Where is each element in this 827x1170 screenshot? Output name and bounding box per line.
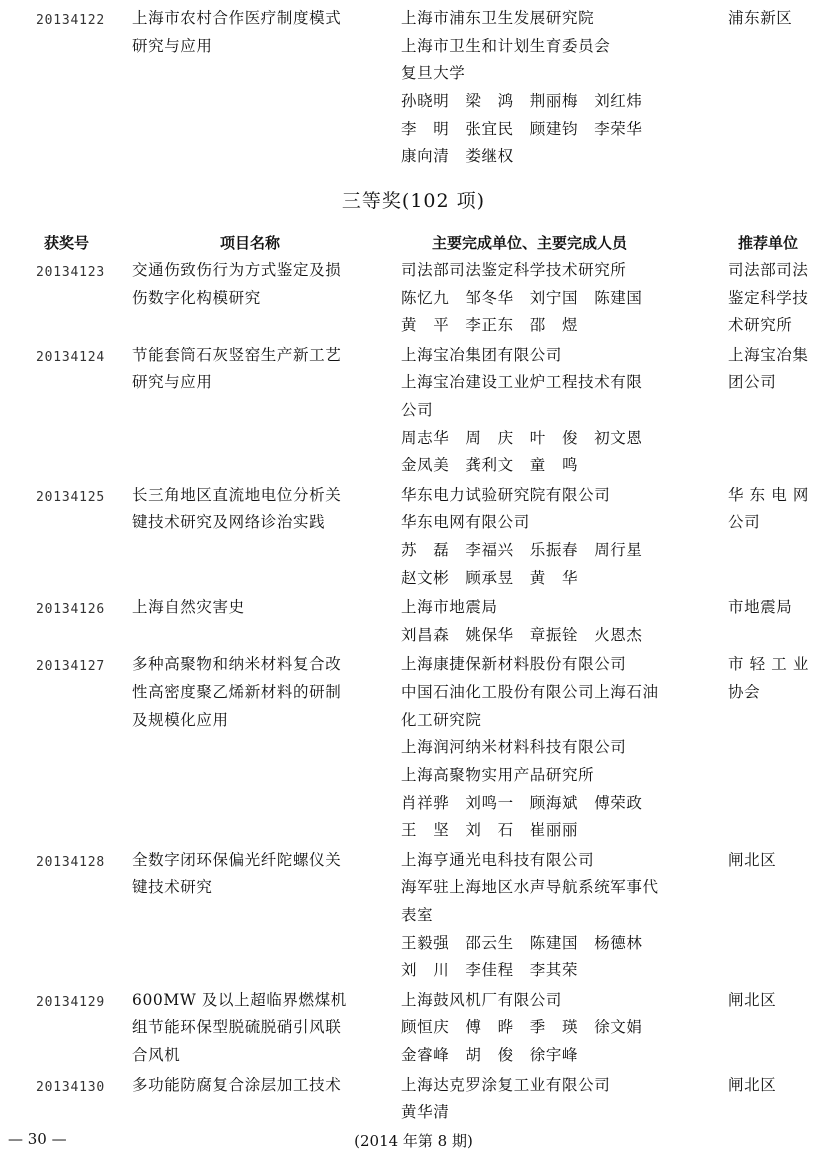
unit-line: 陈忆九 邹冬华 刘宁国 陈建国 (401, 288, 643, 307)
unit-line: 上海高聚物实用产品研究所 (401, 765, 595, 784)
project-name-line: 多种高聚物和纳米材料复合改 (132, 655, 342, 674)
project-name-cell (132, 847, 384, 902)
recommender-line: 司法部司法 (728, 261, 809, 279)
header-award-id: 获奖号 (44, 234, 90, 252)
unit-line: 上海康捷保新材料股份有限公司 (401, 655, 627, 674)
project-name-line: 组节能环保型脱硫脱硝引风联 (132, 1018, 342, 1037)
header-units: 主要完成单位、主要完成人员 (432, 234, 628, 252)
award-id: 20134128 (36, 854, 106, 870)
recommender-line: 华 东 电 网 (728, 485, 809, 504)
award-id-cell (36, 987, 128, 1017)
recommender-line: 上海宝冶集 (728, 345, 809, 364)
project-name-line: 合风机 (132, 1046, 181, 1065)
project-name-line: 节能套筒石灰竖窑生产新工艺 (132, 345, 342, 364)
unit-line: 上海市地震局 (401, 598, 498, 617)
recommender-line: 闸北区 (728, 1075, 777, 1094)
award-id-cell (36, 594, 128, 624)
project-name-cell (132, 482, 384, 537)
recommender-cell (728, 1072, 824, 1100)
issue-label: (2014 年第 8 期) (354, 1132, 473, 1150)
units-cell (401, 482, 711, 593)
units-cell (401, 651, 711, 845)
unit-line: 表室 (401, 906, 434, 925)
unit-line: 公司 (401, 401, 434, 420)
project-name-cell (132, 5, 384, 60)
unit-line: 金凤美 龚利文 童 鸣 (401, 456, 579, 475)
recommender-cell (728, 5, 824, 33)
award-id: 20134127 (36, 659, 106, 675)
unit-line: 上海市卫生和计划生育委员会 (401, 36, 611, 55)
recommender-cell (728, 482, 824, 537)
unit-line: 苏 磊 李福兴 乐振春 周行星 (401, 541, 643, 560)
page-number: — 30 — (8, 1130, 67, 1148)
unit-line: 上海宝冶建设工业炉工程技术有限 (401, 373, 643, 392)
award-id-cell (36, 257, 128, 287)
project-name-line: 上海市农村合作医疗制度模式 (132, 9, 342, 27)
project-name-cell (132, 651, 384, 734)
project-name-line: 性高密度聚乙烯新材料的研制 (132, 682, 342, 701)
recommender-line: 协会 (728, 682, 761, 701)
project-name-cell (132, 987, 384, 1070)
project-name-line: 上海自然灾害史 (132, 598, 245, 617)
recommender-cell (728, 651, 824, 706)
unit-line: 上海润河纳米材料科技有限公司 (401, 738, 627, 757)
award-id: 20134130 (36, 1079, 106, 1095)
units-cell (401, 257, 711, 340)
units-cell (401, 1072, 711, 1127)
award-id-cell (36, 482, 128, 512)
project-name-line: 键技术研究及网络诊治实践 (132, 513, 326, 532)
project-name-cell (132, 594, 384, 622)
header-recommender: 推荐单位 (738, 234, 799, 252)
recommender-line: 闸北区 (728, 850, 777, 869)
unit-line: 赵文彬 顾承昱 黄 华 (401, 568, 579, 587)
recommender-line: 公司 (728, 513, 761, 532)
unit-line: 康向清 娄继权 (401, 147, 514, 166)
project-name-line: 键技术研究 (132, 878, 213, 897)
project-name-line: 研究与应用 (132, 373, 213, 392)
unit-line: 上海鼓风机厂有限公司 (401, 990, 563, 1009)
unit-line: 复旦大学 (401, 64, 466, 83)
award-id: 20134125 (36, 489, 106, 505)
project-name-cell (132, 257, 384, 312)
units-cell (401, 987, 711, 1070)
unit-line: 上海达克罗涂复工业有限公司 (401, 1075, 611, 1094)
project-name-cell (132, 342, 384, 397)
project-name-line: 多功能防腐复合涂层加工技术 (132, 1075, 342, 1094)
recommender-cell (728, 987, 824, 1015)
units-cell (401, 5, 711, 171)
award-id: 20134122 (36, 13, 106, 28)
recommender-line: 市地震局 (728, 598, 793, 617)
unit-line: 华东电网有限公司 (401, 513, 530, 532)
unit-line: 刘昌森 姚保华 章振铨 火恩杰 (401, 625, 643, 644)
unit-line: 周志华 周 庆 叶 俊 初文恩 (401, 428, 643, 447)
unit-line: 王毅强 邵云生 陈建国 杨德林 (401, 933, 643, 952)
recommender-line: 鉴定科学技 (728, 288, 809, 307)
units-cell (401, 594, 711, 649)
unit-line: 华东电力试验研究院有限公司 (401, 485, 611, 504)
recommender-cell (728, 257, 824, 340)
award-id-cell (36, 342, 128, 372)
unit-line: 李 明 张宜民 顾建钧 李荣华 (401, 119, 643, 138)
unit-line: 金睿峰 胡 俊 徐宇峰 (401, 1046, 579, 1065)
recommender-line: 团公司 (728, 373, 777, 392)
unit-line: 黄华清 (401, 1103, 450, 1122)
unit-line: 黄 平 李正东 邵 煜 (401, 316, 579, 335)
award-id-cell (36, 847, 128, 877)
unit-line: 王 坚 刘 石 崔丽丽 (401, 821, 579, 840)
award-id: 20134123 (36, 265, 106, 280)
unit-line: 肖祥骅 刘鸣一 顾海斌 傅荣政 (401, 793, 643, 812)
unit-line: 顾恒庆 傅 晔 季 瑛 徐文娟 (401, 1018, 643, 1037)
unit-line: 海军驻上海地区水声导航系统军事代 (401, 878, 659, 897)
recommender-line: 闸北区 (728, 990, 777, 1009)
unit-line: 上海亨通光电科技有限公司 (401, 850, 595, 869)
header-project-name: 项目名称 (220, 234, 281, 252)
units-cell (401, 342, 711, 480)
project-name-line: 交通伤致伤行为方式鉴定及损 (132, 261, 342, 279)
unit-line: 上海宝冶集团有限公司 (401, 345, 563, 364)
unit-line: 化工研究院 (401, 710, 482, 729)
units-cell (401, 847, 711, 985)
recommender-cell (728, 342, 824, 397)
recommender-line: 浦东新区 (728, 9, 793, 27)
recommender-cell (728, 594, 824, 622)
award-id-cell (36, 651, 128, 681)
project-name-line: 全数字闭环保偏光纤陀螺仪关 (132, 850, 342, 869)
project-name-line: 600MW 及以上超临界燃煤机 (132, 990, 347, 1009)
unit-line: 司法部司法鉴定科学技术研究所 (401, 261, 627, 279)
project-name-line: 研究与应用 (132, 36, 213, 55)
award-id: 20134126 (36, 602, 106, 618)
award-id-cell (36, 1072, 128, 1102)
project-name-line: 及规模化应用 (132, 710, 229, 729)
unit-line: 中国石油化工股份有限公司上海石油 (401, 682, 659, 701)
award-id: 20134124 (36, 349, 106, 365)
recommender-cell (728, 847, 824, 875)
section-title: 三等奖(102 项) (341, 190, 486, 212)
unit-line: 孙晓明 梁 鸿 荆丽梅 刘红炜 (401, 92, 643, 111)
award-id-cell (36, 5, 128, 35)
recommender-line: 市 轻 工 业 (728, 655, 809, 674)
recommender-line: 术研究所 (728, 316, 793, 335)
project-name-line: 伤数字化构模研究 (132, 288, 261, 307)
unit-line: 上海市浦东卫生发展研究院 (401, 9, 595, 27)
award-id: 20134129 (36, 994, 106, 1010)
project-name-line: 长三角地区直流地电位分析关 (132, 485, 342, 504)
project-name-cell (132, 1072, 384, 1100)
unit-line: 刘 川 李佳程 李其荣 (401, 961, 579, 980)
